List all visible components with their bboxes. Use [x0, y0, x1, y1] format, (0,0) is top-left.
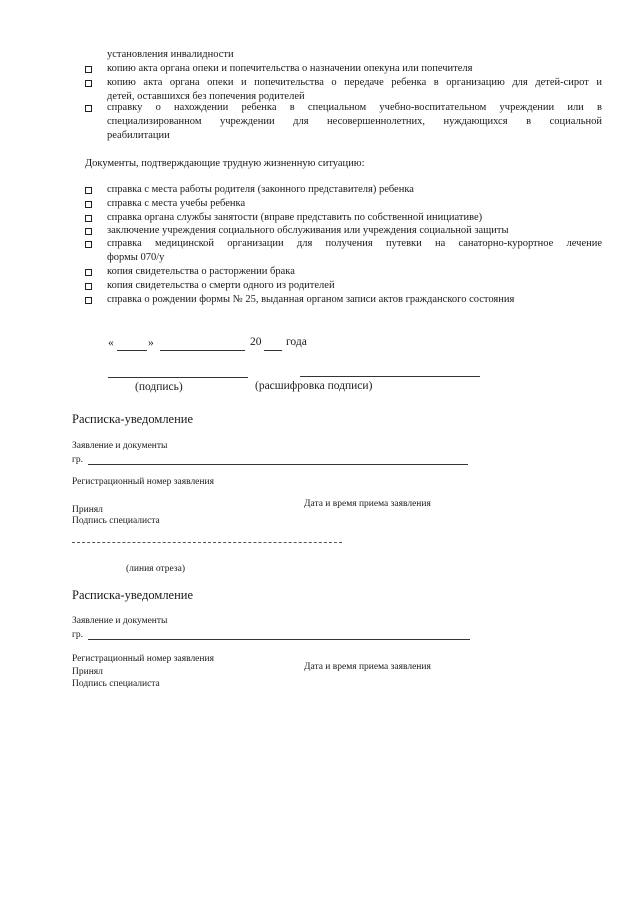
receipt-accepted-2: Принял: [72, 667, 103, 677]
receipt-reg-number-2: Регистрационный номер заявления: [72, 654, 214, 664]
date-close-quote: »: [148, 337, 154, 349]
list-item-medical-certificate-line2: формы 070/у: [107, 252, 165, 263]
checkbox-parent-work[interactable]: [85, 187, 92, 194]
checkbox-guardian-act[interactable]: [85, 66, 92, 73]
list-item-medical-certificate-line1: справка медицинской организации для получения путевки на санаторно-курортное лечение: [107, 238, 602, 249]
cut-line-label: (линия отреза): [126, 564, 186, 574]
section-heading-hardship: Документы, подтверждающие трудную жизненную ситуацию:: [85, 158, 365, 169]
year-prefix: 20: [250, 336, 262, 348]
year-suffix: года: [286, 336, 307, 348]
signature-label: (подпись): [135, 381, 183, 393]
list-item-social-service: заключение учреждения социального обслуживания или учреждения социальной защиты: [107, 225, 509, 236]
checkbox-divorce[interactable]: [85, 269, 92, 276]
receipt-specialist-sign-2: Подпись специалиста: [72, 679, 160, 689]
receipt-title-2: Расписка-уведомление: [72, 588, 194, 602]
checkbox-social-service[interactable]: [85, 228, 92, 235]
list-item-guardian-act: копию акта органа опеки и попечительства о назначении опекуна или попечителя: [107, 63, 473, 74]
list-item-death: копия свидетельства о смерти одного из родителей: [107, 280, 335, 291]
list-item-child-study: справка с места учебы ребенка: [107, 198, 246, 209]
signature-decode-line[interactable]: [300, 376, 480, 377]
receipt-docs-label-2: Заявление и документы: [72, 616, 168, 626]
checkbox-employment-service[interactable]: [85, 215, 92, 222]
list-item-employment-service: справка органа службы занятости (вправе представить по собственной инициативе): [107, 212, 483, 223]
list-item-parent-work: справка с места работы родителя (законного представителя) ребенка: [107, 184, 414, 195]
receipt-docs-label-1: Заявление и документы: [72, 441, 168, 451]
month-blank[interactable]: [160, 350, 245, 351]
checkbox-birth[interactable]: [85, 297, 92, 304]
receipt-datetime-1: Дата и время приема заявления: [304, 499, 431, 509]
checkbox-death[interactable]: [85, 283, 92, 290]
list-continuation-text: установления инвалидности: [107, 49, 234, 60]
checkbox-child-study[interactable]: [85, 201, 92, 208]
receipt-citizen-line-1[interactable]: [88, 464, 468, 465]
signature-line[interactable]: [108, 377, 248, 378]
checkbox-special-institution[interactable]: [85, 105, 92, 112]
list-item-special-institution-line1: справку о нахождении ребенка в специальном учебно-воспитательном учреждении или в: [107, 102, 602, 113]
list-item-transfer-act-line1: копию акта органа опеки и попечительства о передаче ребенка в организацию для детей-сирот и: [107, 77, 602, 88]
receipt-datetime-2: Дата и время приема заявления: [304, 662, 431, 672]
cut-dashed-line: [72, 542, 342, 543]
checkbox-medical-certificate[interactable]: [85, 241, 92, 248]
receipt-title-1: Расписка-уведомление: [72, 412, 194, 426]
checkbox-transfer-act[interactable]: [85, 80, 92, 87]
year-blank[interactable]: [264, 350, 282, 351]
list-item-special-institution-line2: специализированном учреждении для несовершеннолетних, нуждающихся в социальной: [107, 116, 602, 127]
list-item-birth: справка о рождении формы № 25, выданная органом записи актов гражданского состояния: [107, 294, 515, 305]
receipt-citizen-prefix-2: гр.: [72, 630, 84, 640]
receipt-citizen-line-2[interactable]: [88, 639, 470, 640]
receipt-accepted-1: Принял: [72, 505, 103, 515]
date-open-quote: «: [108, 337, 114, 349]
list-item-divorce: копия свидетельства о расторжении брака: [107, 266, 295, 277]
receipt-reg-number-1: Регистрационный номер заявления: [72, 477, 214, 487]
list-item-special-institution-line3: реабилитации: [107, 130, 170, 141]
receipt-specialist-sign-1: Подпись специалиста: [72, 516, 160, 526]
list-item-transfer-act-line2: детей, оставшихся без попечения родителей: [107, 91, 305, 102]
signature-decode-label: (расшифровка подписи): [255, 380, 373, 392]
receipt-citizen-prefix-1: гр.: [72, 455, 84, 465]
day-blank[interactable]: [117, 350, 147, 351]
